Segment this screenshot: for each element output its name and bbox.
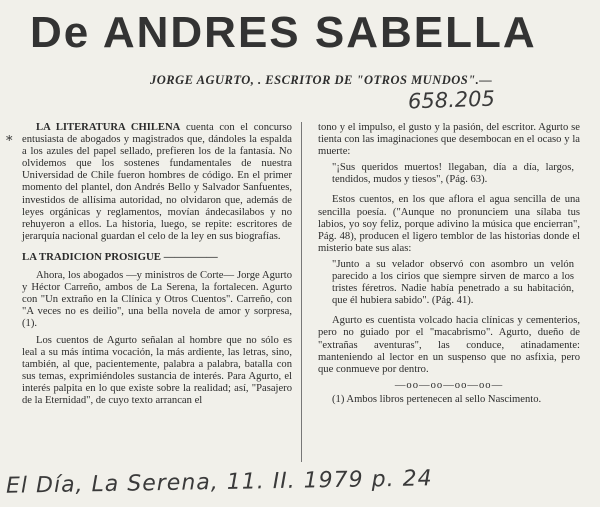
subheadline: JORGE AGURTO, . ESCRITOR DE "OTROS MUNDOS".— bbox=[150, 73, 493, 87]
handwritten-reference-number: 658.205 bbox=[407, 86, 496, 114]
handwritten-source-note: El Día, La Serena, 11. II. 1979 p. 24 bbox=[5, 466, 433, 499]
quote-dead: "¡Sus queridos muertos! llegaban, día a día, largos, tendidos, mudos y tiesos", (Pág. 63). bbox=[332, 162, 574, 186]
paragraph-intro bbox=[22, 122, 292, 243]
paragraph-stories: Los cuentos de Agurto señalan al hombre que no sólo es leal a su más íntima vocación, la más ardiente, las letras, sino, también, al que, pacientemente, palabra a palabra, batalla con sus temas, exprimiéndoles sustancia de interés. Para Agurto, el interés palpita en lo que existe sobre la realidad; así, "Pasajero de la Eternidad", de cuyo texto arrancan el bbox=[22, 334, 292, 406]
article-left-column bbox=[22, 122, 292, 411]
headline: De ANDRES SABELLA bbox=[30, 8, 537, 57]
footnote: (1) Ambos libros pertenecen al sello Nascimento. bbox=[332, 393, 542, 405]
paragraph-tradition: Ahora, los abogados —y ministros de Corte— Jorge Agurto y Héctor Carreño, ambos de La Serena, la fortalecen. Agurto con "Un extraño en la Clínica y Otros Cuentos". Carreño, con "A veces no es deilio", una bella novela de amor y sorpresa, (1). bbox=[22, 270, 292, 330]
quote-velador: "Junto a su velador observó con asombro un velón parecido a los cirios que siempre sirven de marco a los tristes féretros. Nadie había penetrado a su habitación, que él hubiera sabido". (Pág. 41). bbox=[332, 258, 574, 307]
paragraph-lead-text: LA LITERATURA CHILENA bbox=[36, 122, 181, 133]
article-right-column bbox=[318, 122, 580, 410]
paragraph-continuation: tono y el impulso, el gusto y la pasión, del escritor. Agurto se tienta con las imaginaciones que desembocan en el ocaso y la muerte: bbox=[318, 122, 580, 158]
section-title: LA TRADICION PROSIGUE ————— bbox=[22, 250, 218, 263]
paragraph-macabre: Agurto es cuentista volcado hacia clínicas y cementerios, pero no guiado por el "macabrismo". Agurto, dueño de "extrañas aventuras", las conduce, atinadamente: manteniendo al lector en un suspenso que no asfixia, pero que conmueve por dentro. bbox=[318, 315, 580, 375]
margin-mark: * bbox=[6, 134, 13, 149]
paragraph-poetry: Estos cuentos, en los que aflora el agua sencilla de una sencilla poesía. ("Aunque no pronunciem una sílaba tus labios, yo soy feliz, porque adivino la música que encierran", Pág. 48), producen el ligero temblor de las historias donde el misterio bate sus alas: bbox=[318, 194, 580, 254]
paragraph-intro-body: cuenta con el concurso entusiasta de abogados y magistrados que, dándoles la espalda a los azules del papel sellado, prefieren los de la fantasía. No olvidemos que los sostenes fundamentales de nuestra Universidad de Chile fueron hombres de código. En el primer momento del plantel, don Andrés Bello y Salvador Sanfuentes, investidos de allísima autoridad, no olvidaron que, además de leyes orgánicas y reglamentos, movían ándecasilabos y no rehuyeron a ellos. La historia, luego, se repite: escritores de jerarquía nacional guardan el celo de la ley en sus biografías. bbox=[22, 122, 292, 242]
column-divider bbox=[301, 122, 302, 462]
separator: —oo—oo—oo—oo— bbox=[394, 379, 504, 391]
